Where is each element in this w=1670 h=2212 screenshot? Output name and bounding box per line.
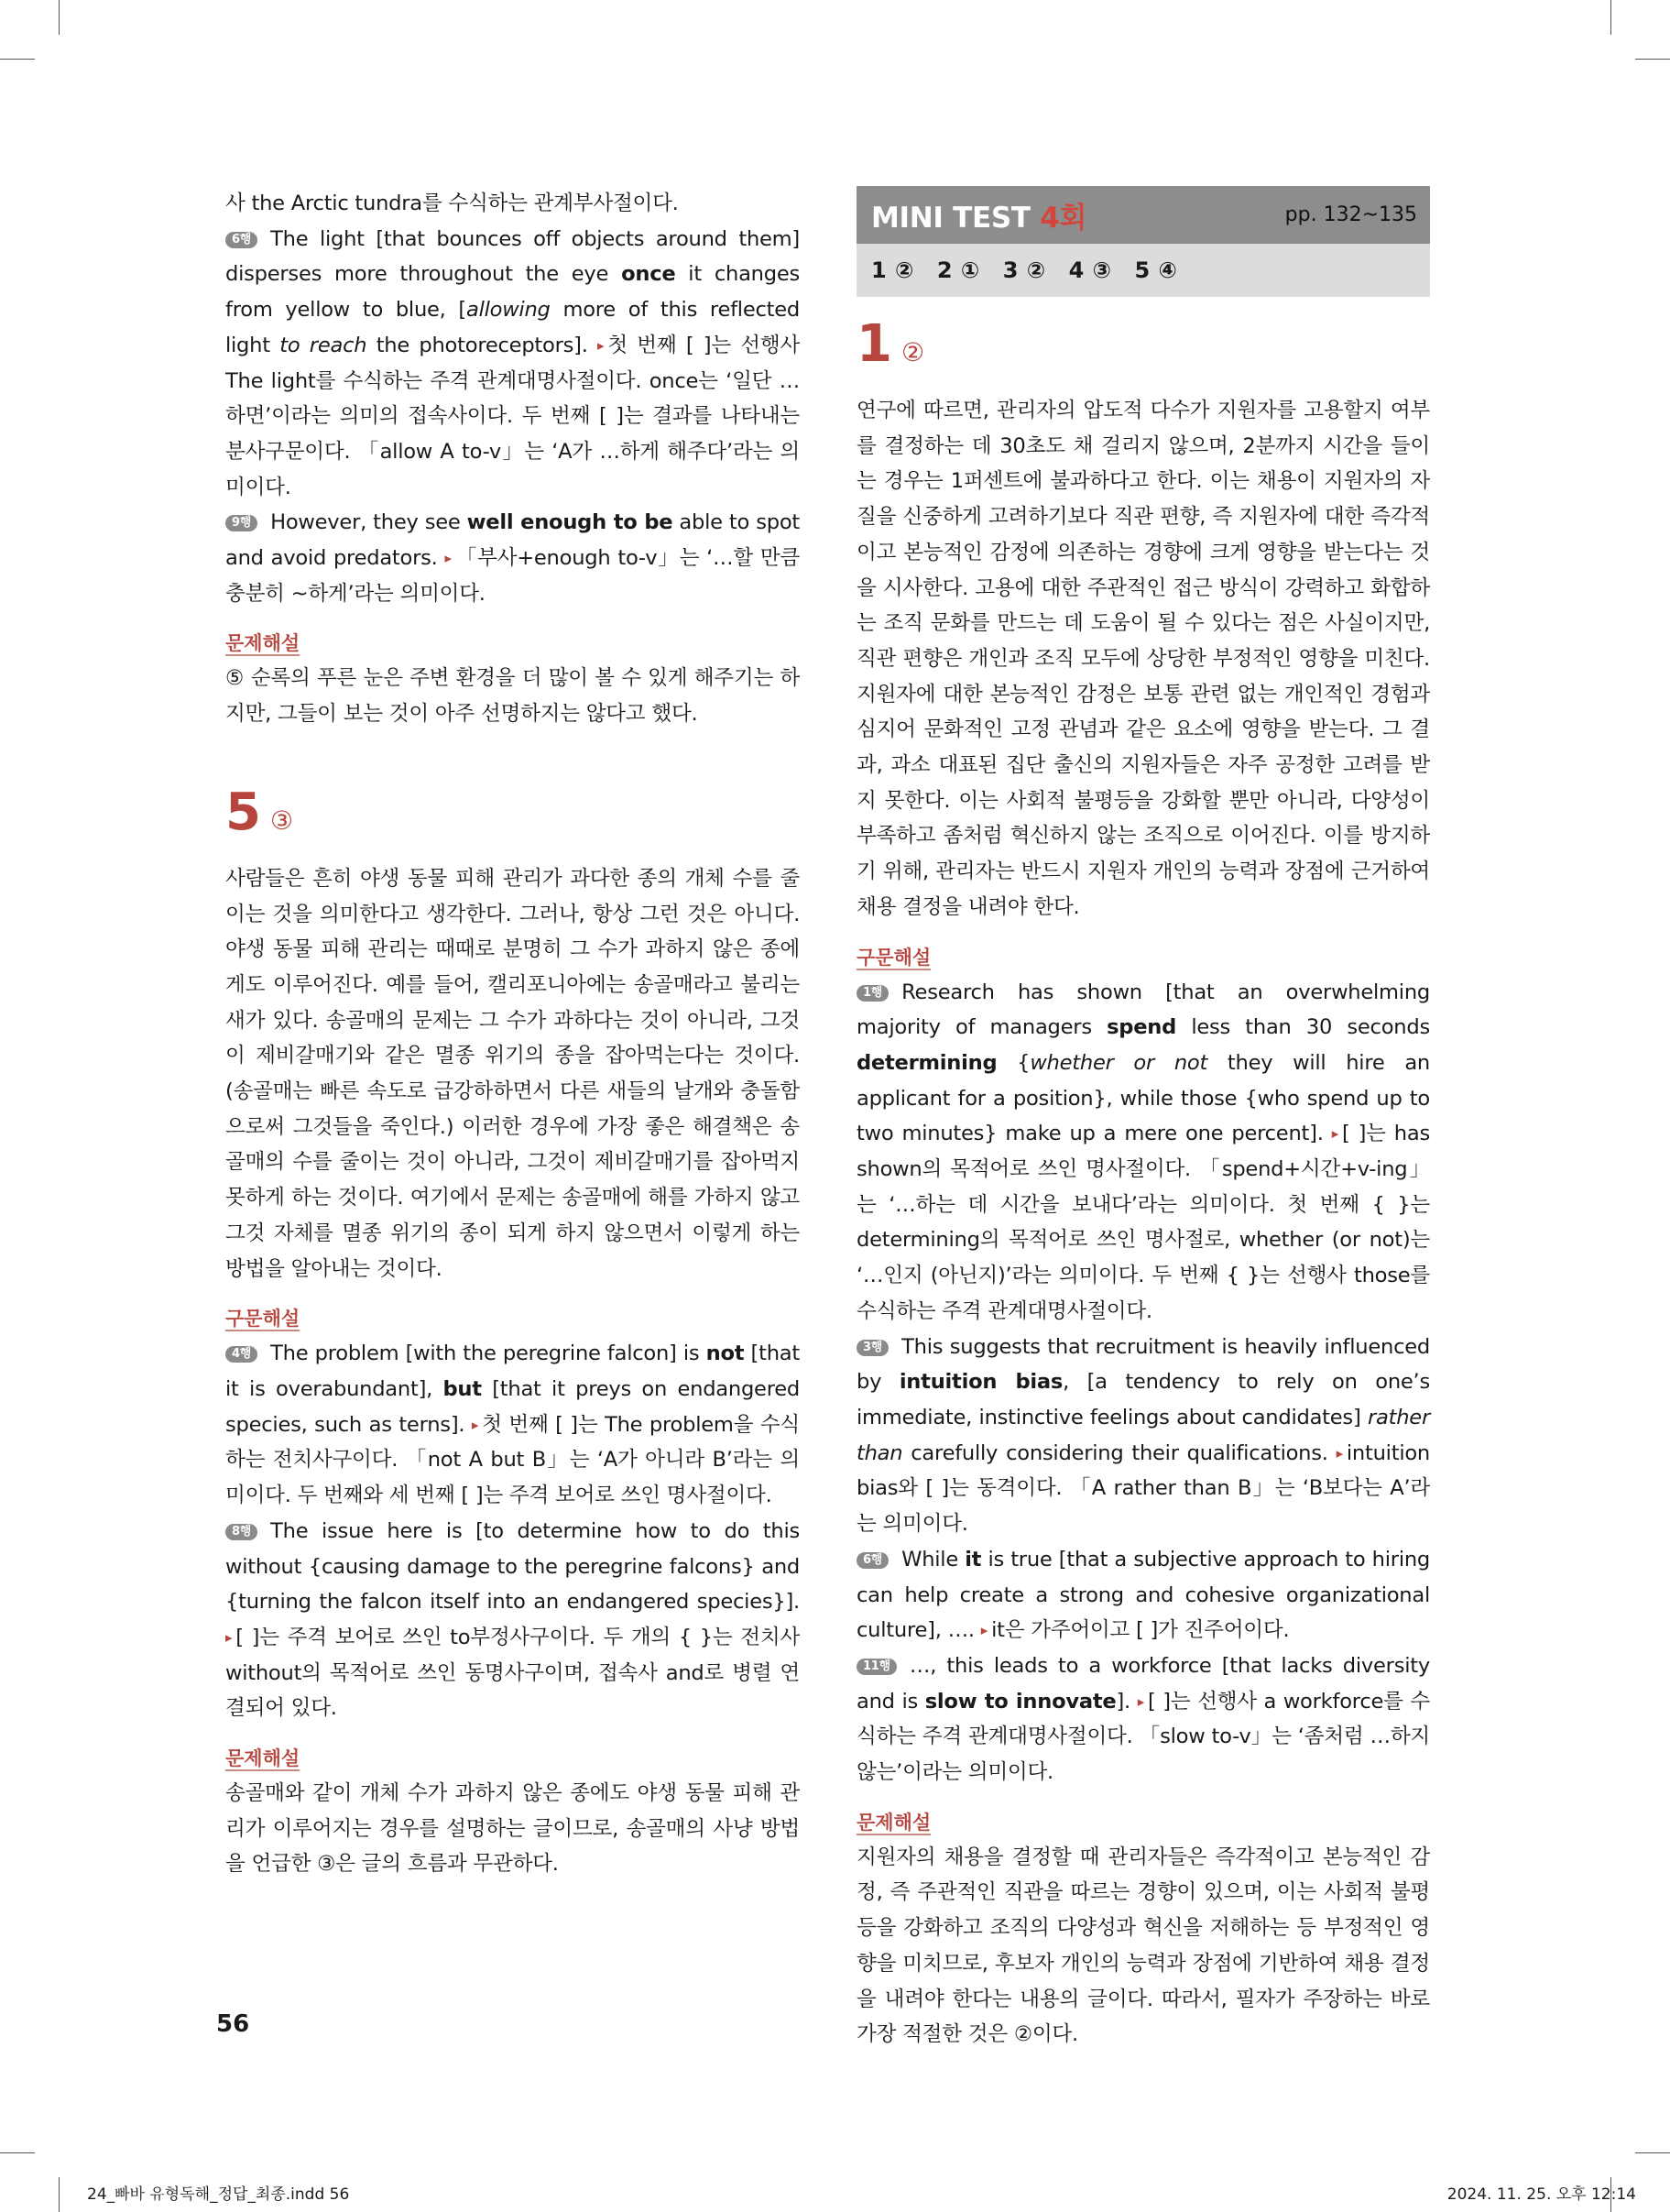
sentence-text: …, this leads to a workforce [that lacks diversity and is bbox=[857, 1653, 1430, 1714]
answer-item: 4 ③ bbox=[1068, 257, 1112, 283]
grammar-note: 「부사+enough to-v」는 ‘…할 만큼 충분히 ~하게’라는 의미이다. bbox=[225, 546, 801, 606]
answer-item: 2 ① bbox=[936, 257, 980, 283]
line-badge: 4행 bbox=[225, 1346, 257, 1363]
bold-text: spend bbox=[1107, 1015, 1177, 1040]
italic-text: whether or not bbox=[1030, 1050, 1208, 1075]
line-badge: 6행 bbox=[857, 1552, 889, 1569]
grammar-note: [ ]는 주격 보어로 쓰인 to부정사구이다. 두 개의 { }는 전치사 without의 목적어로 쓰인 동명사구이며, 접속사 and로 병렬 연결되어 있다. bbox=[225, 1625, 800, 1721]
triangle-icon: ▸ bbox=[225, 1628, 233, 1646]
question-num: 1 bbox=[857, 314, 892, 374]
sentence-text: less than 30 seconds bbox=[1176, 1015, 1430, 1040]
section-heading-grammar: 구문해설 bbox=[225, 1308, 300, 1330]
sentence-text: more of this reflected light bbox=[225, 298, 801, 357]
crop-mark bbox=[59, 0, 60, 35]
explanation-text: 지원자의 채용을 결정할 때 관리자들은 즉각적이고 본능적인 감정, 즉 주관적인 직관을 따르는 경향이 있으며, 이는 사회적 불평등을 강화하고 조직의 다양성과 혁신을 저해하는 등 부정적인 영향을 미치므로, 후보자 개인의 능력과 장점에 기반하여 채용 결정을 내려야 한다는 내용의 글이다. 따라서, 필자가 주장하는 바로 가장 적절한 것은 ②이다. bbox=[857, 1845, 1430, 2047]
grammar-note: 첫 번째 [ ]는 선행사 The light를 수식하는 주격 관계대명사절이다. once는 ‘일단 …하면’이라는 의미의 접속사이다. 두 번째 [ ]는 결과를 나타내는 분사구문이다. 「allow A to-v」는 ‘A가 …하게 해주다’라는 의미이다. bbox=[225, 333, 801, 499]
sentence-text: carefully considering their qualifications. bbox=[902, 1440, 1337, 1465]
sentence-text: [that it preys on endangered species, such as terns]. bbox=[225, 1376, 800, 1437]
sentence-text: The issue here is [to determine how to do this without {causing damage to the peregrine falcons} and {turning the falcon itself into an endangered species}]. bbox=[225, 1518, 800, 1615]
line-badge: 3행 bbox=[857, 1340, 889, 1356]
triangle-icon: ▸ bbox=[1336, 1444, 1343, 1462]
line-badge: 8행 bbox=[225, 1524, 257, 1540]
italic-text: rather than bbox=[857, 1405, 1430, 1465]
grammar-note: 첫 번째 [ ]는 The problem을 수식하는 전치사구이다. 「not A but B」는 ‘A가 아니라 B’라는 의미이다. 두 번째와 세 번째 [ ]는 주격 보어로 쓰인 명사절이다. bbox=[225, 1412, 800, 1508]
line-badge: 1행 bbox=[857, 985, 889, 1002]
mini-test-header bbox=[857, 186, 1430, 244]
sentence-text: , [a tendency to rely on one’s immediate, instinctive feelings about candidates] bbox=[857, 1370, 1431, 1429]
sentence-text: is true [that a subjective approach to hiring can help create a strong and cohesive organizational culture], …. bbox=[857, 1547, 1431, 1643]
sentence-text: This suggests that recruitment is heavily influenced by bbox=[857, 1334, 1430, 1395]
section-heading-explanation: 문제해설 bbox=[225, 632, 300, 655]
italic-text: to reach bbox=[279, 333, 367, 357]
grammar-sentence bbox=[225, 1336, 800, 1514]
sentence-text: the photoreceptors]. bbox=[366, 333, 598, 357]
mini-test-number: 4회 bbox=[1040, 202, 1087, 235]
translation-text: 연구에 따르면, 관리자의 압도적 다수가 지원자를 고용할지 여부를 결정하는 데 30초도 채 걸리지 않으며, 2분까지 시간을 들이는 경우는 1퍼센트에 불과하다고 한다. 이는 채용이 지원자의 자질을 신중하게 고려하기보다 직관 편향, 즉 지원자에 대한 즉각적이고 본능적인 감정에 의존하는 경향에 크게 영향을 받는다는 것을 시사한다. 고용에 대한 주관적인 접근 방식이 강력하고 화합하는 조직 문화를 만드는 데 도움이 될 수 있다는 점은 사실이지만, 직관 편향은 개인과 조직 모두에 상당한 부정적인 영향을 미친다. 지원자에 대한 본능적인 감정은 보통 관련 없는 개인적인 경험과 심지어 문화적인 고정 관념과 같은 요소에 영향을 받는다. 그 결과, 과소 대표된 집단 출신의 지원자들은 자주 공정한 고려를 받지 못한다. 이는 사회적 불평등을 강화할 뿐만 아니라, 다양성이 부족하고 좀처럼 혁신하지 않는 조직으로 이어진다. 이를 방지하기 위해, 관리자는 반드시 지원자 개인의 능력과 장점에 근거하여 채용 결정을 내려야 한다. bbox=[857, 399, 1430, 919]
answer-item: 3 ② bbox=[1002, 257, 1046, 283]
triangle-icon: ▸ bbox=[980, 1622, 988, 1639]
left-column bbox=[225, 186, 800, 1882]
triangle-icon: ▸ bbox=[444, 550, 452, 567]
sentence-text: they will hire an applicant for a position}, while those {who spend up to two minutes} make up a mere one percent]. bbox=[857, 1050, 1430, 1146]
bold-text: but bbox=[442, 1376, 482, 1401]
sentence-text: While bbox=[901, 1547, 966, 1571]
triangle-icon: ▸ bbox=[471, 1416, 479, 1433]
section-heading-grammar: 구문해설 bbox=[857, 946, 932, 969]
grammar-sentence bbox=[857, 975, 1430, 1330]
explanation-text: 송골매와 같이 개체 수가 과하지 않은 종에도 야생 동물 피해 관리가 이루어지는 경우를 설명하는 글이므로, 송골매의 사냥 방법을 언급한 ③은 글의 흐름과 무관하다. bbox=[225, 1781, 800, 1877]
sentence-text: ]. bbox=[1116, 1689, 1138, 1714]
question-num: 5 bbox=[225, 782, 261, 842]
crop-mark bbox=[1635, 59, 1670, 60]
sentence-text: Research has shown [that an overwhelming majority of managers bbox=[857, 980, 1430, 1040]
bold-text: slow to innovate bbox=[924, 1689, 1117, 1714]
footer-timestamp: 2024. 11. 25. 오후 12:14 bbox=[1446, 2185, 1636, 2204]
crop-mark bbox=[59, 2177, 60, 2212]
answer-item: 1 ② bbox=[871, 257, 914, 283]
bold-text: determining bbox=[857, 1050, 998, 1075]
answer-item: 5 ④ bbox=[1134, 257, 1178, 283]
translation-text: 사람들은 흔히 야생 동물 피해 관리가 과다한 종의 개체 수를 줄이는 것을 의미한다고 생각한다. 그러나, 항상 그런 것은 아니다. 야생 동물 피해 관리는 때때로 분명히 그 수가 과하지 않은 종에게도 이루어진다. 예를 들어, 캘리포니아에는 송골매라고 불리는 새가 있다. 송골매의 문제는 그 수가 과하다는 것이 아니라, 그것이 제비갈매기와 같은 멸종 위기의 종을 잡아먹는다는 것이다. (송골매는 빠른 속도로 급강하하면서 다른 새들의 날개와 충돌함으로써 그것들을 죽인다.) 이러한 경우에 가장 좋은 해결책은 송골매의 수를 줄이는 것이 아니라, 그것이 제비갈매기를 잡아먹지 못하게 하는 것이다. 여기에서 문제는 송골매에 해를 가하지 않고 그것 자체를 멸종 위기의 종이 되게 하지 않으면서 이렇게 하는 방법을 알아내는 것이다. bbox=[225, 866, 800, 1281]
triangle-icon: ▸ bbox=[1331, 1125, 1338, 1143]
bold-text: intuition bias bbox=[899, 1370, 1064, 1395]
section-heading-explanation: 문제해설 bbox=[857, 1811, 932, 1834]
crop-mark bbox=[0, 2152, 35, 2153]
section-heading-explanation: 문제해설 bbox=[225, 1747, 300, 1770]
crop-mark bbox=[1635, 2152, 1670, 2153]
grammar-sentence bbox=[857, 1542, 1430, 1648]
mini-test-pages: pp. 132~135 bbox=[1284, 203, 1417, 226]
page-number: 56 bbox=[216, 2010, 250, 2038]
footer-filename: 24_빠바 유형독해_정답_최종.indd 56 bbox=[87, 2185, 350, 2204]
sentence-text: [that it is overabundant], bbox=[225, 1341, 800, 1401]
right-column bbox=[857, 186, 1430, 2053]
mini-test-title bbox=[871, 194, 1086, 235]
triangle-icon: ▸ bbox=[597, 336, 605, 354]
grammar-sentence bbox=[225, 505, 800, 611]
explanation-text: ⑤ 순록의 푸른 눈은 주변 환경을 더 많이 볼 수 있게 해주기는 하지만, 그들이 보는 것이 아주 선명하지는 않다고 했다. bbox=[225, 666, 800, 727]
question-answer: ③ bbox=[269, 805, 294, 836]
question-number bbox=[225, 782, 800, 852]
answer-key bbox=[857, 244, 1430, 297]
question-answer: ② bbox=[900, 337, 925, 367]
question-number bbox=[857, 314, 1430, 384]
crop-mark bbox=[0, 59, 35, 60]
line-badge: 9행 bbox=[225, 515, 257, 531]
crop-mark bbox=[1610, 0, 1611, 35]
bold-text: well enough to be bbox=[466, 510, 673, 535]
sentence-text: able to spot and avoid predators. bbox=[225, 510, 800, 571]
grammar-sentence bbox=[857, 1330, 1430, 1542]
sentence-text: { bbox=[997, 1050, 1031, 1075]
grammar-note: intuition bias와 [ ]는 동격이다. 「A rather than B」는 ‘B보다는 A’라는 의미이다. bbox=[857, 1440, 1430, 1537]
italic-text: allowing bbox=[465, 298, 551, 323]
sentence-text: However, they see bbox=[270, 510, 467, 535]
sentence-text: The light [that bounces off objects around them] disperses more throughout the eye bbox=[225, 226, 800, 287]
bold-text: it bbox=[965, 1547, 982, 1571]
sentence-text: it changes from yellow to blue, [ bbox=[225, 262, 800, 323]
grammar-note: [ ]는 has shown의 목적어로 쓰인 명사절이다. 「spend+시간+v-ing」는 ‘…하는 데 시간을 보내다’라는 의미이다. 첫 번째 { }는 determining의 목적어로 쓰인 명사절로, whether (or not)는 ‘…인지 (아닌지)’라는 의미이다. 두 번째 { }는 선행사 those를 수식하는 주격 관계대명사절이다. bbox=[857, 1122, 1430, 1323]
grammar-sentence bbox=[225, 1514, 800, 1726]
line-badge: 6행 bbox=[225, 232, 257, 248]
grammar-note: it은 가주어이고 [ ]가 진주어이다. bbox=[991, 1618, 1290, 1643]
bold-text: not bbox=[705, 1341, 745, 1366]
mini-test-label: MINI TEST bbox=[871, 202, 1041, 235]
sentence-text: The problem [with the peregrine falcon] is bbox=[270, 1341, 706, 1366]
continued-text: 사 the Arctic tundra를 수식하는 관계부사절이다. bbox=[225, 192, 679, 215]
grammar-note: [ ]는 선행사 a workforce를 수식하는 주격 관계대명사절이다. 「slow to-v」는 ‘좀처럼 …하지 않는’이라는 의미이다. bbox=[857, 1689, 1431, 1785]
triangle-icon: ▸ bbox=[1137, 1692, 1144, 1710]
grammar-sentence bbox=[225, 222, 800, 506]
bold-text: once bbox=[621, 262, 676, 287]
grammar-sentence bbox=[857, 1648, 1430, 1790]
line-badge: 11행 bbox=[857, 1659, 897, 1675]
